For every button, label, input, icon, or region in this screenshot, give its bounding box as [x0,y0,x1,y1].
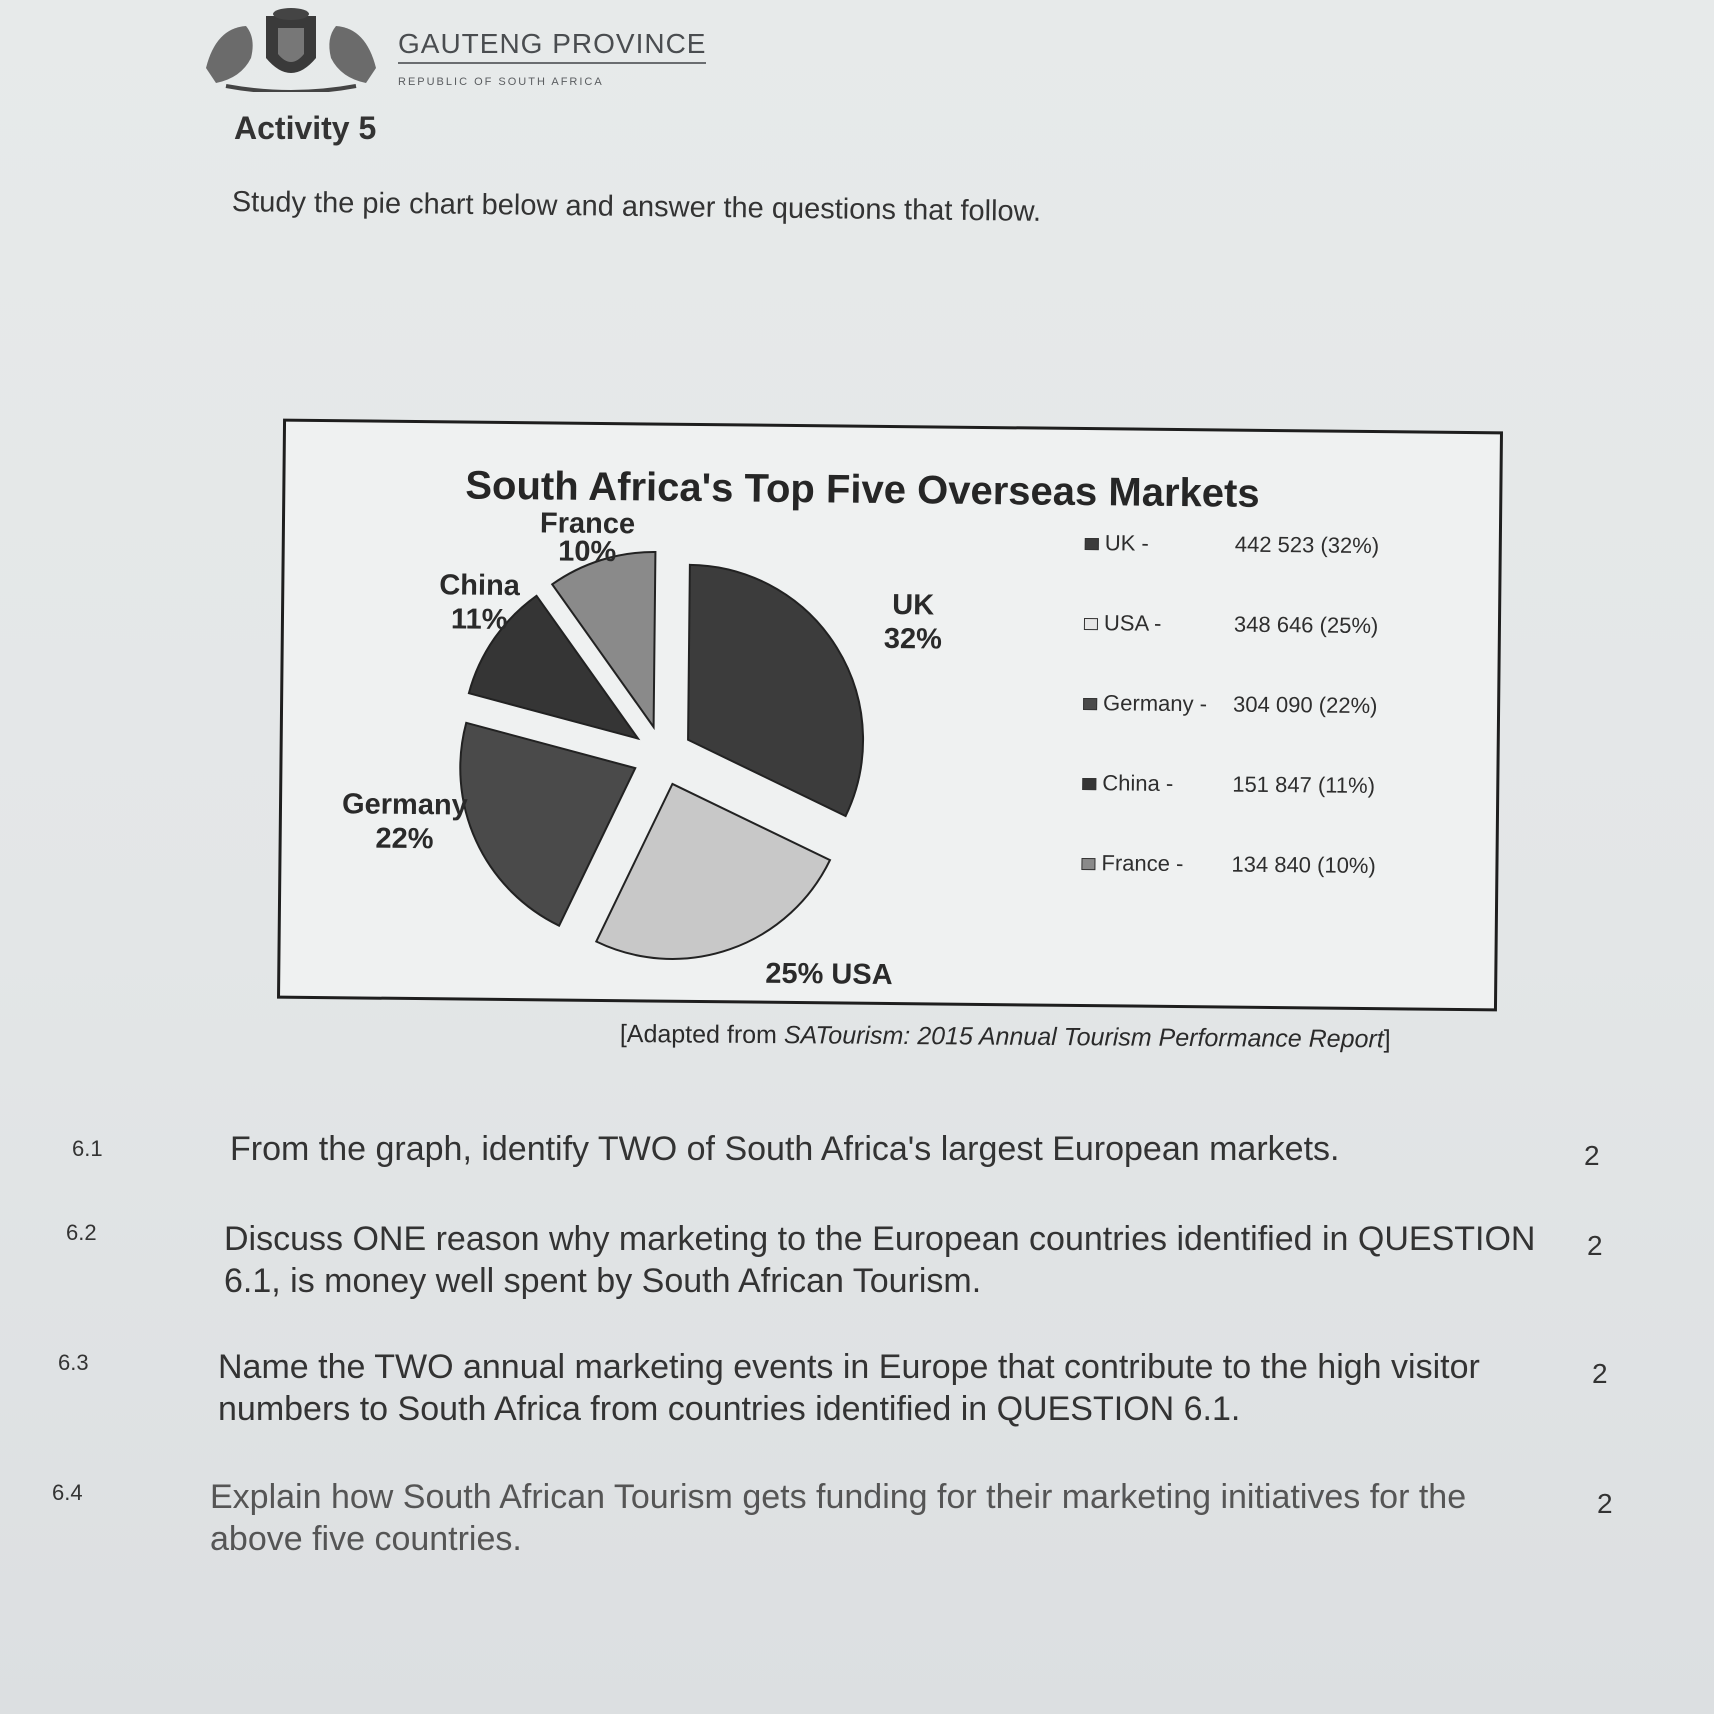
pie-slice-uk [687,565,865,816]
legend-item: UK - 442 523 (32%) [1085,530,1485,564]
legend-swatch [1082,778,1096,790]
slice-label-france: France 10% [539,507,636,569]
slice-label-uk: UK 32% [883,589,943,656]
slice-label-usa: 25% USA [765,957,893,992]
republic-text: REPUBLIC OF SOUTH AFRICA [398,76,604,88]
legend-swatch [1085,538,1099,550]
chart-title: South Africa's Top Five Overseas Markets [465,463,1260,516]
instruction-text: Study the pie chart below and answer the questions that follow. [231,186,1042,228]
source-citation: [Adapted from SATourism: 2015 Annual Tourism Performance Report] [619,1020,1391,1054]
slice-label-china: China 11% [439,569,521,636]
pie-chart-panel [277,419,1503,1012]
legend-swatch [1081,858,1095,870]
legend-swatch [1083,698,1097,710]
province-name: GAUTENG PROVINCE [398,28,706,64]
legend-item: Germany - 304 090 (22%) [1083,690,1483,724]
pie-slice-usa [596,783,831,960]
slice-label-germany: Germany 22% [341,788,468,856]
legend-swatch [1084,618,1098,630]
pie-slice-germany [459,723,636,927]
header [196,8,716,98]
coat-of-arms-icon [196,8,386,92]
legend-item: China - 151 847 (11%) [1082,770,1482,804]
activity-title: Activity 5 [234,110,377,146]
legend-item: USA - 348 646 (25%) [1084,610,1484,644]
legend-item: France - 134 840 (10%) [1081,850,1481,884]
worksheet-page: GAUTENG PROVINCE REPUBLIC OF SOUTH AFRICA Activity 5 Study the pie chart below and answer the questions that follow. South Africa's Top Five Overseas Markets UK 32% 25% USA Germany 22% China 11% France 10% UK - 442 523 (32%) USA - 348 646 (25%) Germany - 304 090 (22%) China - 151 847 (11%) France - 134 840 (10%) [Adapted from SATourism: 2015 Annual Tourism Performance Report] 6.1 From the graph, identify TWO of South Africa's largest European markets. 2 6.2 Discuss ONE reason why marketing to the European countries identified in QUESTION 6.1, is money well spent by South African Tourism. 2 6.3 Name the TWO annual marketing events in Europe that contribute to the high visitor numbers to South Africa from countries identified in QUESTION 6.1. 2 6.4 Explain how South African Tourism gets funding for their marketing initiatives for the above five countries. 2 [0,0,1714,1714]
